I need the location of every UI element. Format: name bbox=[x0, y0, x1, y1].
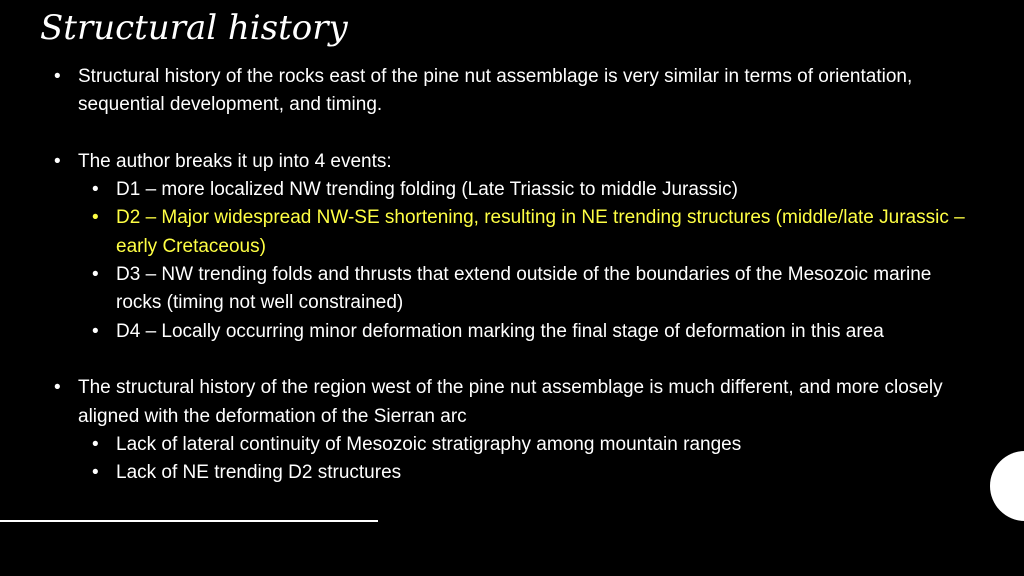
sub-bullet-d2: • D2 – Major widespread NW-SE shortening, resulting in NE trending structures (middle/late Jurassic – early Cretaceous) bbox=[90, 204, 972, 261]
bullet-west-history: • The structural history of the region west of the pine nut assemblage is much different, and more closely aligned with the deformation of the Sierran arc bbox=[52, 374, 972, 431]
bullet-four-events: • The author breaks it up into 4 events: bbox=[52, 148, 972, 176]
sub-bullet-no-d2: • Lack of NE trending D2 structures bbox=[90, 459, 972, 487]
sub-bullet-lateral-continuity: • Lack of lateral continuity of Mesozoic stratigraphy among mountain ranges bbox=[90, 431, 972, 459]
footer-divider-line bbox=[0, 520, 378, 522]
slide-body bbox=[52, 63, 972, 487]
decorative-circle bbox=[990, 451, 1024, 521]
sub-bullet-d3: • D3 – NW trending folds and thrusts that extend outside of the boundaries of the Mesozoic marine rocks (timing not well constrained) bbox=[90, 261, 972, 318]
sub-bullet-d1: • D1 – more localized NW trending folding (Late Triassic to middle Jurassic) bbox=[90, 176, 972, 204]
spacer bbox=[52, 346, 972, 374]
sub-bullet-d4: • D4 – Locally occurring minor deformation marking the final stage of deformation in this area bbox=[90, 318, 972, 346]
bullet-east-history: • Structural history of the rocks east of the pine nut assemblage is very similar in terms of orientation, sequential development, and timing. bbox=[52, 63, 972, 120]
spacer bbox=[52, 120, 972, 148]
slide-title: Structural history bbox=[40, 8, 348, 48]
